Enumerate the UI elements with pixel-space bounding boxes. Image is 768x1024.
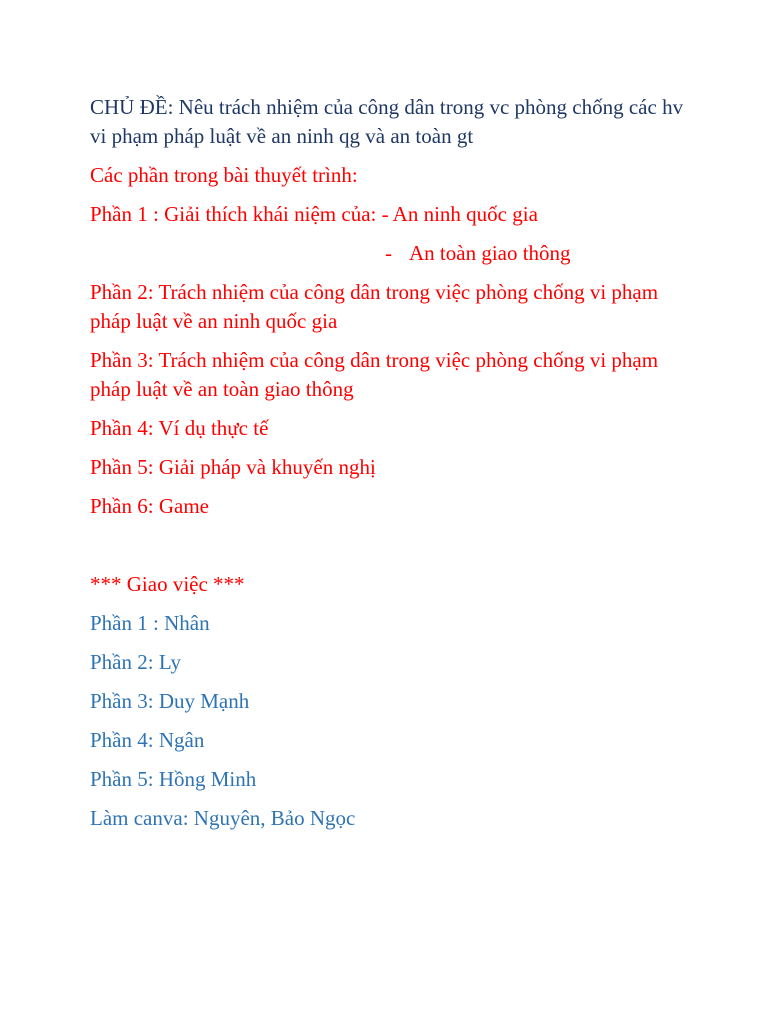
assignment-item: Phần 2: Ly (90, 650, 182, 674)
part-5-line: Phần 5: Giải pháp và khuyến nghị (90, 455, 376, 479)
part-4-line: Phần 4: Ví dụ thực tế (90, 416, 269, 440)
part-1-subitem (385, 239, 690, 268)
assignment-heading: *** Giao việc *** (90, 572, 245, 596)
assignment-item: Phần 4: Ngân (90, 728, 205, 752)
part-6-line: Phần 6: Game (90, 494, 209, 518)
assignment-item: Phần 3: Duy Mạnh (90, 689, 250, 713)
document-title: CHỦ ĐỀ: Nêu trách nhiệm của công dân trong vc phòng chống các hv vi phạm pháp luật về an ninh qg và an toàn gt (90, 95, 684, 148)
assignment-item: Làm canva: Nguyên, Bảo Ngọc (90, 806, 356, 830)
part-1-line: Phần 1 : Giải thích khái niệm của: - An ninh quốc gia (90, 202, 538, 226)
blank-line (90, 531, 690, 560)
part-3-line: Phần 3: Trách nhiệm của công dân trong việc phòng chống vi phạm pháp luật về an toàn giao thông (90, 348, 659, 401)
part-2-line: Phần 2: Trách nhiệm của công dân trong việc phòng chống vi phạm pháp luật về an ninh quốc gia (90, 280, 659, 333)
sections-heading: Các phần trong bài thuyết trình: (90, 163, 358, 187)
assignment-item: Phần 1 : Nhân (90, 611, 210, 635)
list-dash: - (385, 241, 392, 265)
document-page (90, 93, 690, 843)
assignment-item: Phần 5: Hồng Minh (90, 767, 257, 791)
part-1-subitem-text: An toàn giao thông (409, 241, 571, 265)
